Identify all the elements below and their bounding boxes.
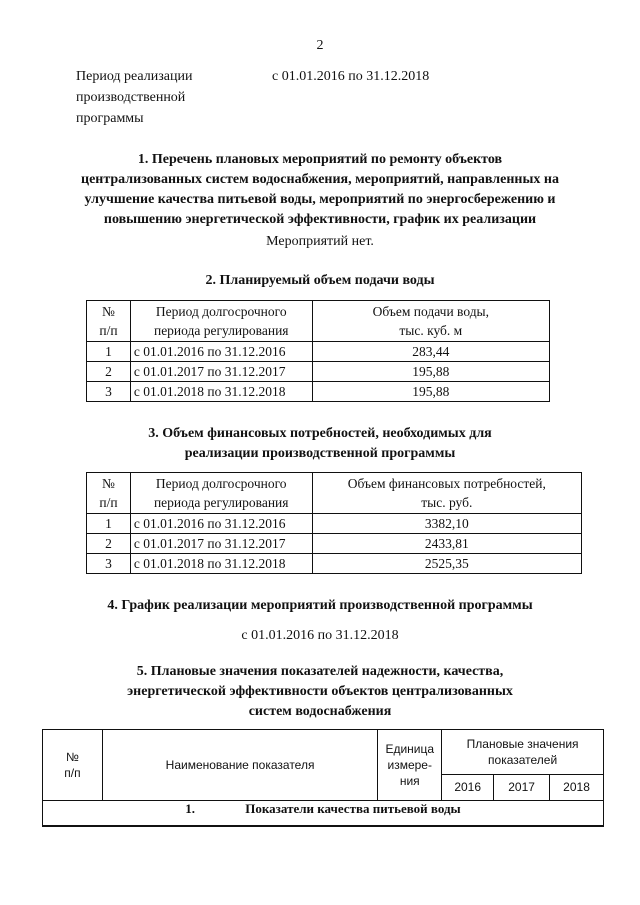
cell-value: 3382,10	[312, 514, 581, 534]
table-row	[87, 534, 582, 554]
header-period	[130, 473, 312, 514]
header-text: п/п	[99, 323, 118, 338]
cell-value: 2433,81	[312, 534, 581, 554]
cell-num: 1	[87, 342, 131, 362]
period-label	[76, 66, 192, 129]
header-text: периода регулирования	[153, 495, 289, 510]
cell-value: 283,44	[312, 342, 549, 362]
header-num	[87, 301, 131, 342]
section3-title-line: реализации производственной программы	[184, 446, 456, 461]
section5-title-line: систем водоснабжения	[248, 704, 392, 719]
table-row	[87, 342, 550, 362]
cell-period: с 01.01.2018 по 31.12.2018	[130, 554, 312, 574]
header-period	[130, 301, 312, 342]
indicators-table	[42, 729, 604, 827]
section2-title: 2. Планируемый объем подачи воды	[205, 273, 435, 288]
header-value	[312, 473, 581, 514]
cell-period: с 01.01.2017 по 31.12.2017	[130, 534, 312, 554]
period-label-line: Период реализации	[76, 69, 193, 84]
header-text: периода регулирования	[153, 323, 289, 338]
cell-num: 2	[87, 362, 131, 382]
cell-value: 195,88	[312, 382, 549, 402]
header-year: 2018	[550, 774, 604, 800]
section1-note: Мероприятий нет.	[266, 234, 374, 249]
cell-num: 3	[87, 382, 131, 402]
header-text: ния	[399, 774, 420, 788]
header-text: Период долгосрочного	[155, 304, 287, 319]
header-text: Объем подачи воды,	[372, 304, 490, 319]
section1-title-line: улучшение качества питьевой воды, мероприятий по энергосбережению и	[84, 192, 556, 207]
page-number: 2	[316, 38, 324, 53]
cell-num: 2	[87, 534, 131, 554]
subsection-title: Показатели качества питьевой воды	[245, 801, 461, 816]
header-value	[312, 301, 549, 342]
table-row	[87, 514, 582, 534]
cell-value: 195,88	[312, 362, 549, 382]
header-text: №	[102, 304, 115, 319]
table-header-row	[87, 473, 582, 514]
section1-title-line: повышению энергетической эффективности, график их реализации	[103, 212, 537, 227]
section5-title	[40, 662, 600, 722]
section4-period: с 01.01.2016 по 31.12.2018	[241, 628, 399, 643]
header-text: п/п	[64, 766, 81, 780]
cell-num: 1	[87, 514, 131, 534]
section4-title: 4. График реализации мероприятий производственной программы	[107, 598, 533, 613]
cell-period: с 01.01.2016 по 31.12.2016	[130, 342, 312, 362]
table-row	[87, 362, 550, 382]
header-text: п/п	[99, 495, 118, 510]
table-row	[87, 554, 582, 574]
water-supply-table	[86, 300, 550, 402]
cell-period: с 01.01.2016 по 31.12.2016	[130, 514, 312, 534]
period-value: с 01.01.2016 по 31.12.2018	[272, 69, 430, 84]
header-text: Единица	[385, 742, 435, 756]
header-text: №	[102, 476, 115, 491]
header-num	[87, 473, 131, 514]
financial-needs-table	[86, 472, 582, 574]
header-indicator-name: Наименование показателя	[102, 730, 377, 801]
period-label-line: производственной	[76, 90, 186, 105]
cell-num: 3	[87, 554, 131, 574]
section3-title	[40, 424, 600, 464]
header-text: показателей	[488, 752, 558, 767]
section3-title-line: 3. Объем финансовых потребностей, необходимых для	[148, 426, 492, 441]
header-num	[43, 730, 103, 801]
section1-title	[40, 150, 600, 230]
header-text: Плановые значения	[466, 736, 579, 751]
section1-title-line: 1. Перечень плановых мероприятий по ремонту объектов	[137, 152, 503, 167]
header-year: 2016	[442, 774, 494, 800]
header-year: 2017	[494, 774, 550, 800]
header-text: измере-	[387, 758, 432, 772]
table-row	[87, 382, 550, 402]
header-unit	[378, 730, 442, 801]
header-text: тыс. куб. м	[399, 323, 463, 338]
subsection-row	[43, 801, 604, 827]
header-text: №	[65, 750, 79, 764]
section5-title-line: 5. Плановые значения показателей надежности, качества,	[136, 664, 504, 679]
header-text: Период долгосрочного	[155, 476, 287, 491]
section5-title-line: энергетической эффективности объектов централизованных	[127, 684, 513, 699]
cell-period: с 01.01.2018 по 31.12.2018	[130, 382, 312, 402]
table-header-row	[43, 730, 604, 775]
subsection-number: 1.	[185, 801, 196, 816]
table-header-row	[87, 301, 550, 342]
cell-value: 2525,35	[312, 554, 581, 574]
header-text: тыс. руб.	[421, 495, 473, 510]
subsection-cell	[43, 801, 604, 827]
header-text: Объем финансовых потребностей,	[347, 476, 546, 491]
cell-period: с 01.01.2017 по 31.12.2017	[130, 362, 312, 382]
header-planned-values	[442, 730, 604, 775]
section1-title-line: централизованных систем водоснабжения, мероприятий, направленных на	[81, 172, 559, 187]
period-label-line: программы	[76, 111, 144, 126]
